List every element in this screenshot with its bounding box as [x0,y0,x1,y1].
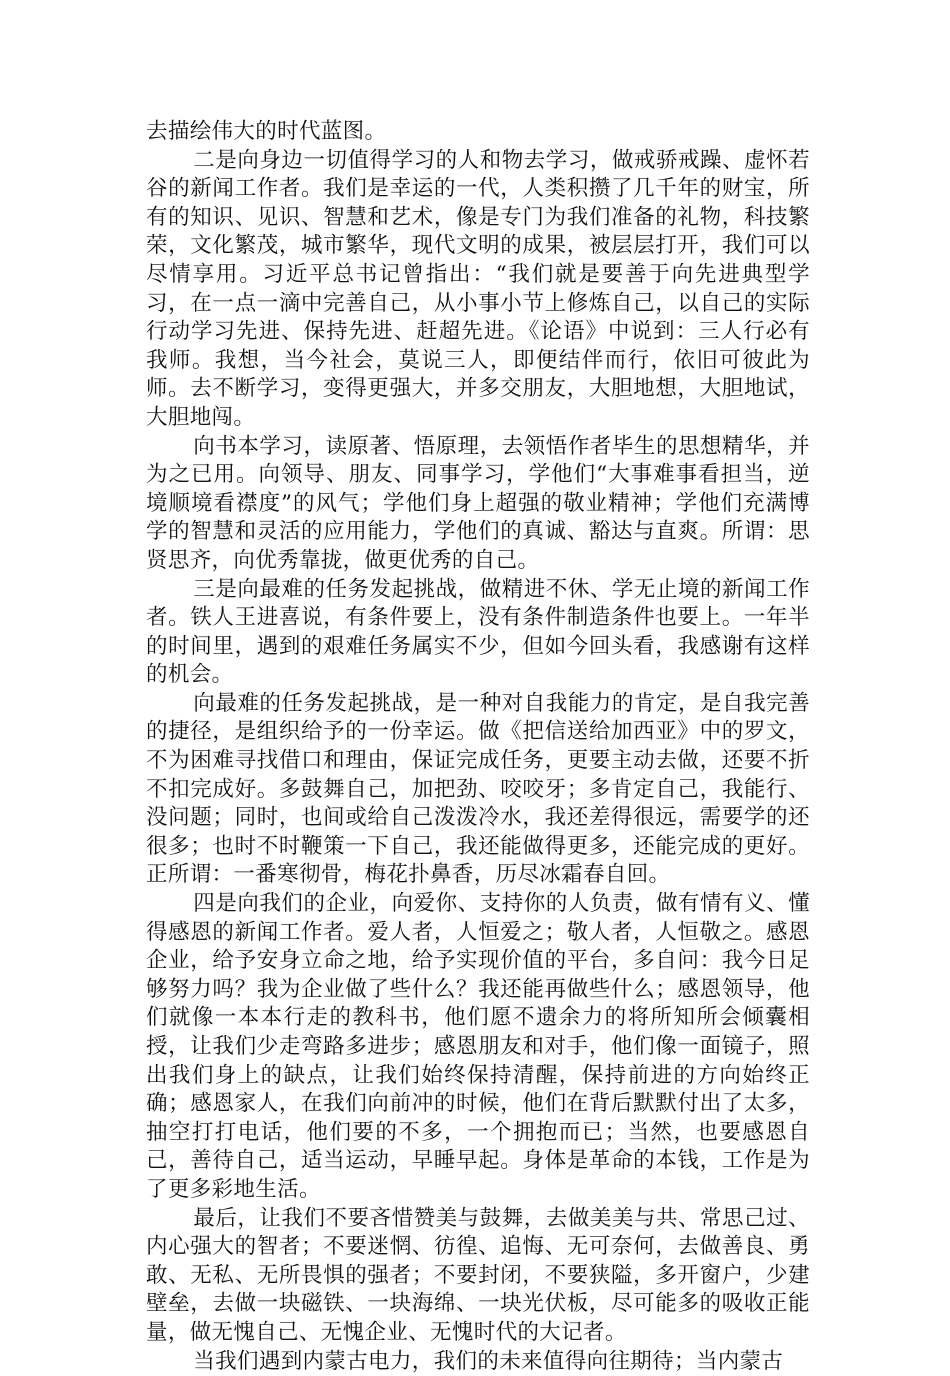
paragraph-learn-from-surroundings: 二是向身边一切值得学习的人和物去学习，做戒骄戒躁、虚怀若谷的新闻工作者。我们是幸运的一代，人类积攒了几千年的财宝，所有的知识、见识、智慧和艺术，像是专门为我们准备的礼物，科技繁荣，文化繁茂，城市繁华，现代文明的成果，被层层打开，我们可以尽情享用。习近平总书记曾指出：“我们就是要善于向先进典型学习，在一点一滴中完善自己，从小事小节上修炼自己，以自己的实际行动学习先进、保持先进、赶超先进。《论语》中说到：三人行必有我师。我想，当今社会，莫说三人，即便结伴而行，依旧可彼此为师。去不断学习，变得更强大，并多交朋友，大胆地想，大胆地试，大胆地闯。 [146,147,810,430]
document-body [146,118,810,1376]
paragraph-challenge-self-affirmation: 向最难的任务发起挑战，是一种对自我能力的肯定，是自我完善的捷径，是组织给予的一份幸运。做《把信送给加西亚》中的罗文，不为困难寻找借口和理由，保证完成任务，更要主动去做，还要不折不扣完成好。多鼓舞自己，加把劲、咬咬牙；多肯定自己，我能行、没问题；同时，也间或给自己泼泼冷水，我还差得很远，需要学的还很多；也时不时鞭策一下自己，我还能做得更多，还能完成的更好。正所谓：一番寒彻骨，梅花扑鼻香，历尽冰霜春自回。 [146,690,810,888]
paragraph-responsibility-gratitude: 四是向我们的企业，向爱你、支持你的人负责，做有情有义、懂得感恩的新闻工作者。爱人者，人恒爱之；敬人者，人恒敬之。感恩企业，给予安身立命之地，给予实现价值的平台，多自问：我今日足够努力吗？我为企业做了些什么？我还能再做些什么；感恩领导，他们就像一本本行走的教科书，他们愿不遗余力的将所知所会倾囊相授，让我们少走弯路多进步；感恩朋友和对手，他们像一面镜子，照出我们身上的缺点，让我们始终保持清醒，保持前进的方向始终正确；感恩家人，在我们向前冲的时候，他们在背后默默付出了太多，抽空打打电话，他们要的不多，一个拥抱而已；当然，也要感恩自己，善待自己，适当运动，早睡早起。身体是革命的本钱，工作是为了更多彩地生活。 [146,891,810,1202]
paragraph-conclusion: 最后，让我们不要吝惜赞美与鼓舞，去做美美与共、常思己过、内心强大的智者；不要迷惘、彷徨、追悔、无可奈何，去做善良、勇敢、无私、无所畏惧的强者；不要封闭，不要狭隘，多开窗户，少建壁垒，去做一块磁铁、一块海绵、一块光伏板，尽可能多的吸收正能量，做无愧自己、无愧企业、无愧时代的大记者。 [146,1205,810,1345]
paragraph-challenge-hardest-tasks: 三是向最难的任务发起挑战，做精进不休、学无止境的新闻工作者。铁人王进喜说，有条件要上，没有条件制造条件也要上。一年半的时间里，遇到的艰难任务属实不少，但如今回头看，我感谢有这样的机会。 [146,576,810,688]
paragraph-learn-from-books: 向书本学习，读原著、悟原理，去领悟作者毕生的思想精华，并为之已用。向领导、朋友、同事学习，学他们“大事难事看担当，逆境顺境看襟度”的风气；学他们身上超强的敬业精神；学他们充满博学的智慧和灵活的应用能力，学他们的真诚、豁达与直爽。所谓：思贤思齐，向优秀靠拢，做更优秀的自己。 [146,433,810,573]
paragraph-closing-fragment: 当我们遇到内蒙古电力，我们的未来值得向往期待；当内蒙古 [193,1348,784,1374]
paragraph-continuation: 去描绘伟大的时代蓝图。 [146,119,387,144]
